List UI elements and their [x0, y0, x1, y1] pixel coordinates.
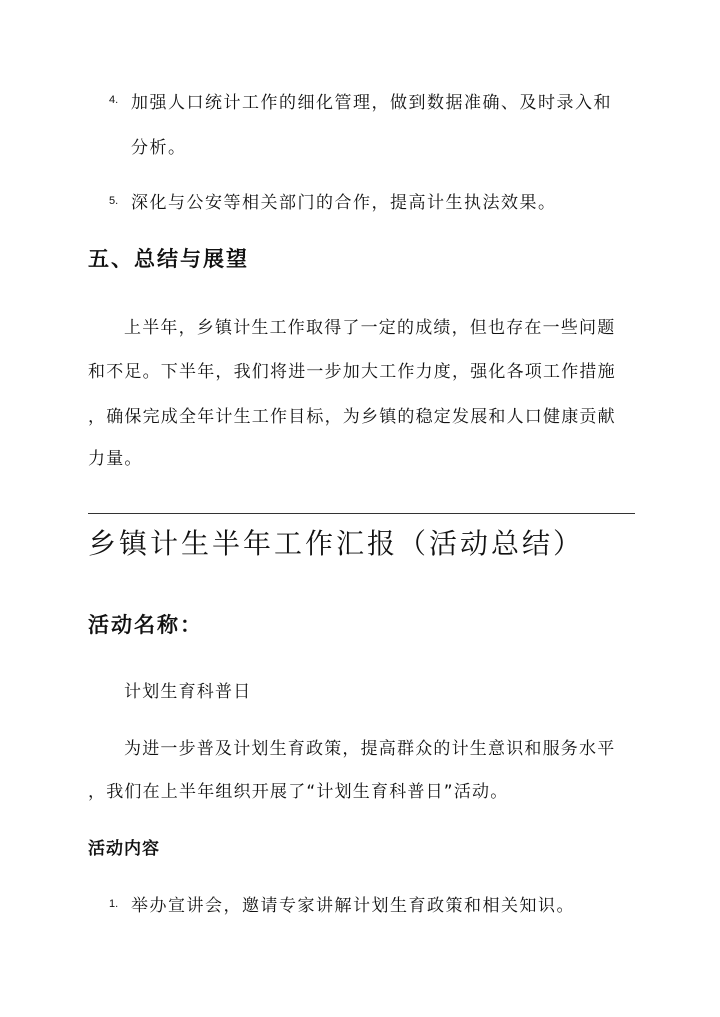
paragraph-line: ，我们在上半年组织开展了“计划生育科普日”活动。 — [88, 782, 509, 802]
list-item-text: 加强人口统计工作的细化管理，做到数据准确、及时录入和 — [131, 93, 612, 113]
list-item-text: 举办宣讲会，邀请专家讲解计划生育政策和相关知识。 — [131, 896, 575, 916]
paragraph-line: 和不足。下半年，我们将进一步加大工作力度，强化各项工作措施 — [88, 362, 616, 382]
content-heading: 活动内容 — [88, 839, 160, 859]
activity-name-heading: 活动名称： — [88, 613, 203, 637]
list-item-number: 5. — [109, 195, 119, 207]
list-item-text: 深化与公安等相关部门的合作，提高计生执法效果。 — [131, 193, 557, 213]
list-item-number: 4. — [109, 94, 119, 106]
paragraph-line: 上半年，乡镇计生工作取得了一定的成绩，但也存在一些问题 — [124, 318, 616, 338]
activity-name: 计划生育科普日 — [124, 682, 252, 702]
report-title: 乡镇计生半年工作汇报（活动总结） — [88, 527, 585, 560]
list-item-number: 1. — [109, 898, 119, 910]
paragraph-line: 为进一步普及计划生育政策，提高群众的计生意识和服务水平 — [124, 739, 616, 759]
section-divider — [88, 513, 635, 514]
section-heading: 五、总结与展望 — [88, 247, 249, 271]
list-item-text-continued: 分析。 — [131, 138, 187, 158]
paragraph-line: ，确保完成全年计生工作目标，为乡镇的稳定发展和人口健康贡献 — [88, 407, 616, 427]
paragraph-line: 力量。 — [88, 449, 143, 469]
